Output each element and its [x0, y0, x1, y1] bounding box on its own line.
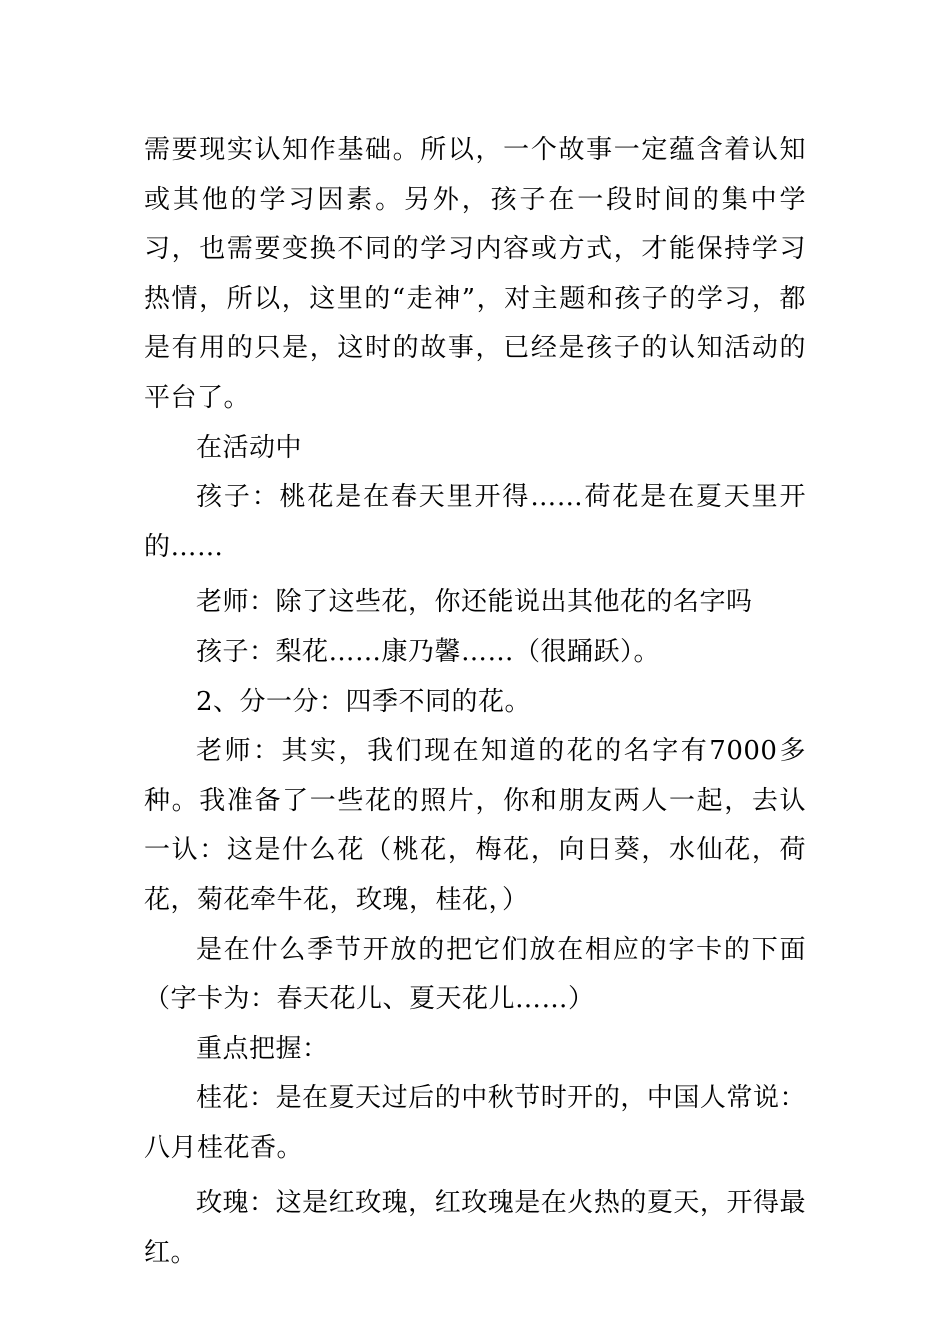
paragraph-child-peach-lotus: 孩子：桃花是在春天里开得……荷花是在夏天里开的……: [144, 482, 806, 562]
paragraph-teacher-other-flowers: 老师：除了这些花，你还能说出其他花的名字吗: [196, 587, 753, 618]
paragraph-key-points: 重点把握：: [196, 1033, 329, 1064]
paragraph-section-sort-flowers: 2、分一分：四季不同的花。: [196, 686, 532, 717]
paragraph-in-activity: 在活动中: [196, 432, 303, 463]
paragraph-story-cognition: 需要现实认知作基础。所以，一个故事一定蕴含着认知或其他的学习因素。另外，孩子在一段时间的集中学习，也需要变换不同的学习内容或方式，才能保持学习热情，所以，这里的“走神”，对主题和孩子的学习，都是有用的只是，这时的故事，已经是孩子的认知活动的平台了。: [144, 135, 806, 413]
paragraph-osmanthus: 桂花：是在夏天过后的中秋节时开的，中国人常说：八月桂花香。: [144, 1083, 806, 1163]
paragraph-teacher-flower-photos: 老师：其实，我们现在知道的花的名字有7000多种。我准备了一些花的照片，你和朋友两人一起，去认一认：这是什么花（桃花，梅花，向日葵，水仙花，荷花，菊花牵牛花，玫瑰，桂花，）: [144, 736, 806, 915]
paragraph-rose: 玫瑰：这是红玫瑰，红玫瑰是在火热的夏天，开得最红。: [144, 1188, 806, 1269]
paragraph-child-pear-carnation: 孩子：梨花……康乃馨……（很踊跃）。: [196, 636, 661, 667]
document-page: [144, 126, 806, 1279]
paragraph-season-cards: 是在什么季节开放的把它们放在相应的字卡的下面（字卡为：春天花儿、夏天花儿……）: [144, 934, 806, 1015]
